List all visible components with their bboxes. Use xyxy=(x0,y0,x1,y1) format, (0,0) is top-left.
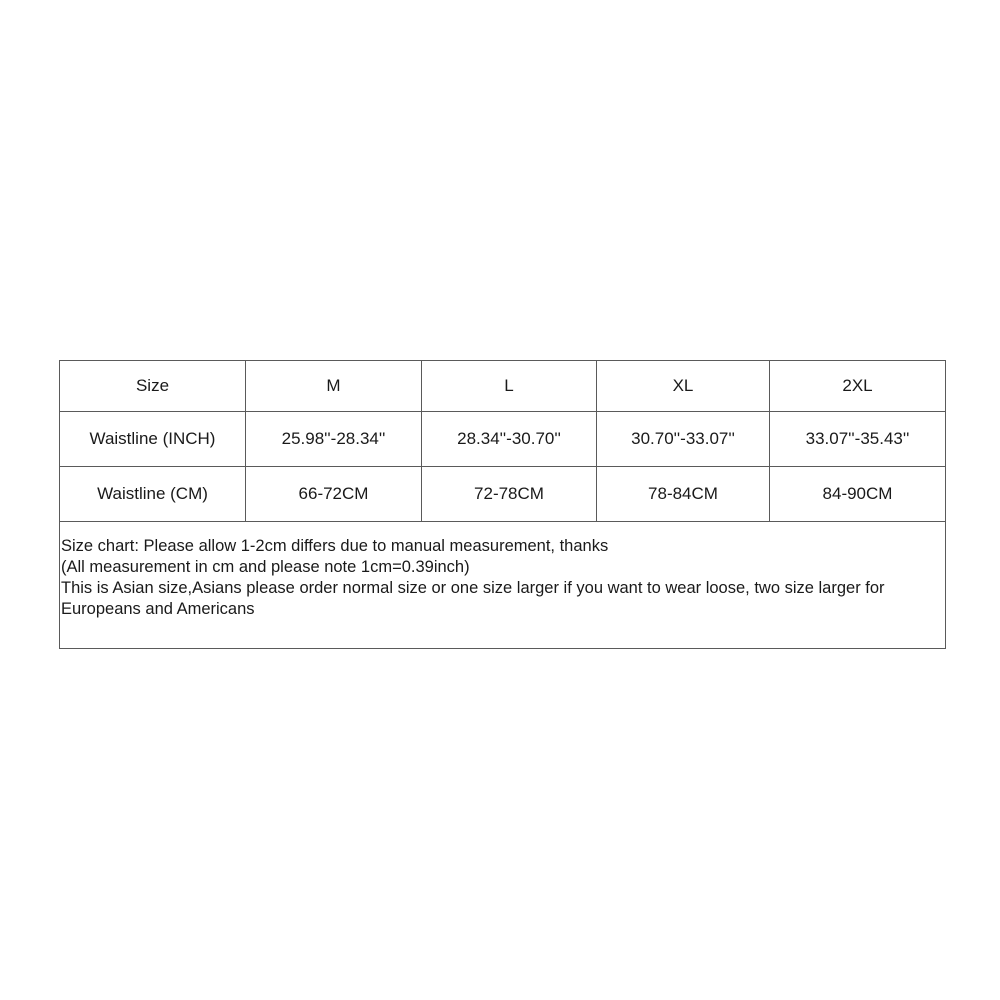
table-cell: 72-78CM xyxy=(422,467,597,522)
header-cell-xl: XL xyxy=(597,361,770,412)
table-cell: 84-90CM xyxy=(770,467,946,522)
table-cell: 28.34''-30.70'' xyxy=(422,412,597,467)
table-row xyxy=(60,412,946,467)
note-line: (All measurement in cm and please note 1cm=0.39inch) xyxy=(61,558,470,576)
header-cell-size: Size xyxy=(60,361,246,412)
table-cell: 78-84CM xyxy=(597,467,770,522)
header-cell-l: L xyxy=(422,361,597,412)
header-cell-2xl: 2XL xyxy=(770,361,946,412)
row-label-waistline-cm: Waistline (CM) xyxy=(60,467,246,522)
table-header-row xyxy=(60,361,946,412)
notes-row xyxy=(60,522,946,649)
table-row xyxy=(60,467,946,522)
table-cell: 66-72CM xyxy=(246,467,422,522)
table-cell: 33.07''-35.43'' xyxy=(770,412,946,467)
table-cell: 30.70''-33.07'' xyxy=(597,412,770,467)
header-cell-m: M xyxy=(246,361,422,412)
note-line: This is Asian size,Asians please order normal size or one size larger if you want to wear loose, two size larger for Europeans and Americans xyxy=(61,579,885,618)
note-line: Size chart: Please allow 1-2cm differs due to manual measurement, thanks xyxy=(61,537,609,555)
size-chart-table xyxy=(59,360,946,649)
row-label-waistline-inch: Waistline (INCH) xyxy=(60,412,246,467)
table-cell: 25.98''-28.34'' xyxy=(246,412,422,467)
size-notes xyxy=(60,522,946,649)
